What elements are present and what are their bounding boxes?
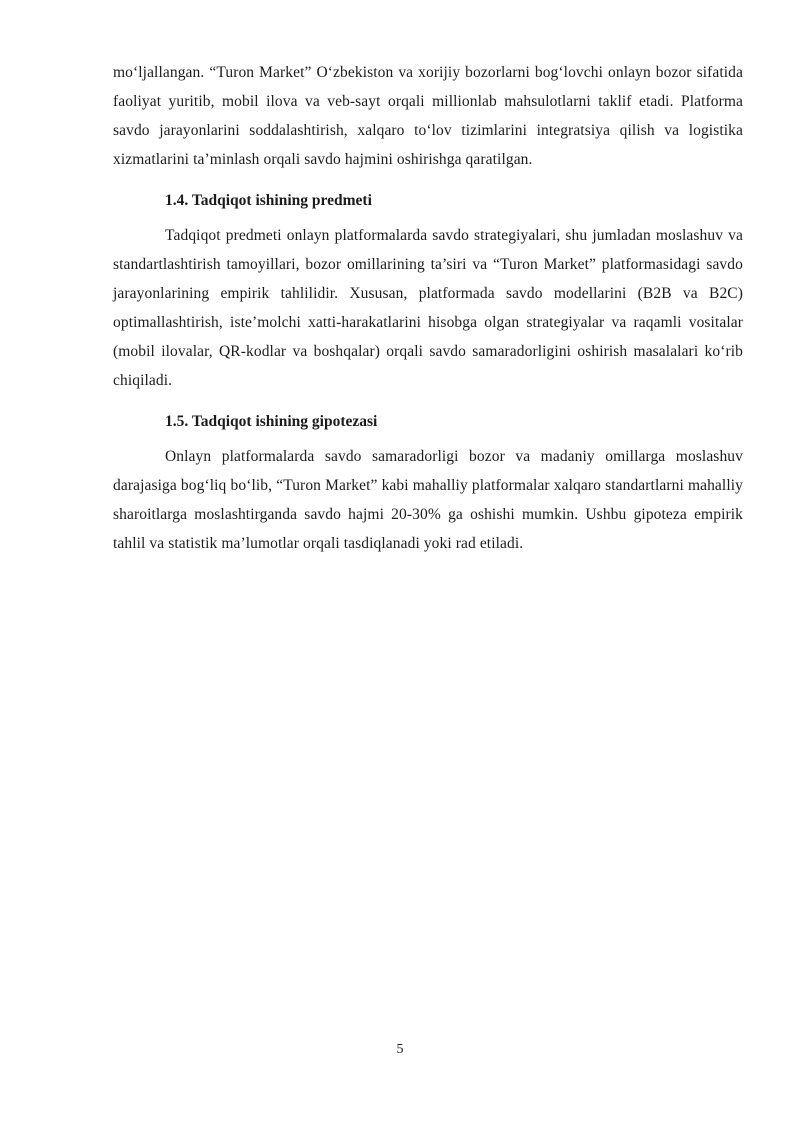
paragraph-hypothesis: Onlayn platformalarda savdo samaradorligi bozor va madaniy omillarga moslashuv darajasiga bogʻliq boʻlib, “Turon Market” kabi mahalliy platformalar xalqaro standartlarni mahalliy sharoitlarga moslashtirganda savdo hajmi 20-30% ga oshishi mumkin. Ushbu gipoteza empirik tahlil va statistik ma’lumotlar orqali tasdiqlanadi yoki rad etiladi. [113, 448, 743, 552]
paragraph-research-subject: Tadqiqot predmeti onlayn platformalarda savdo strategiyalari, shu jumladan moslashuv va standartlashtirish tamoyillari, bozor omillarining ta’siri va “Turon Market” platformasidagi savdo jarayonlarining empirik tahlilidir. Xususan, platformada savdo modellarini (B2B va B2C) optimallashtirish, iste’molchi xatti-harakatlarini hisobga olgan strategiyalar va raqamli vositalar (mobil ilovalar, QR-kodlar va boshqalar) orqali savdo samaradorligini oshirish masalalari koʻrib chiqiladi. [113, 227, 743, 389]
page-number: 5 [396, 1042, 404, 1057]
paragraph-platform-continuation: moʻljallangan. “Turon Market” Oʻzbekiston va xorijiy bozorlarni bogʻlovchi onlayn bozor sifatida faoliyat yuritib, mobil ilova va veb-sayt orqali millionlab mahsulotlarni taklif etadi. Platforma savdo jarayonlarini soddalashtirish, xalqaro toʻlov tizimlarini integratsiya qilish va logistika xizmatlarini ta’minlash orqali savdo hajmini oshirishga qaratilgan. [113, 64, 743, 168]
section-heading-1-4: 1.4. Tadqiqot ishining predmeti [165, 192, 372, 209]
section-heading-1-5: 1.5. Tadqiqot ishining gipotezasi [165, 413, 378, 430]
text-column [113, 58, 743, 558]
